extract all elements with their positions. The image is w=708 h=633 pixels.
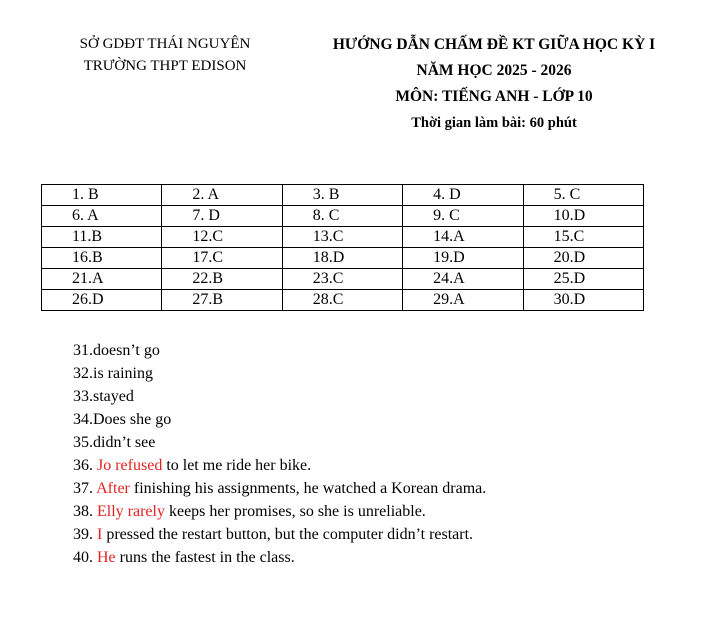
answer-text: finishing his assignments, he watched a Korean drama. (129, 480, 487, 497)
answer-key-table (41, 184, 644, 311)
written-answers (73, 339, 486, 569)
highlighted-text: Jo refused (97, 457, 163, 474)
answer-cell: 2. A (162, 185, 282, 206)
document-title: HƯỚNG DẪN CHẤM ĐỀ KT GIỮA HỌC KỲ I (332, 36, 656, 53)
highlighted-text: He (97, 549, 116, 566)
table-row (42, 248, 644, 269)
answer-number: 32. (73, 365, 93, 382)
answer-cell: 12.C (162, 227, 282, 248)
table-row (42, 206, 644, 227)
answer-line-34 (73, 408, 486, 431)
answer-cell: 16.B (42, 248, 162, 269)
answer-cell: 3. B (282, 185, 402, 206)
answer-cell: 9. C (403, 206, 523, 227)
answer-cell: 15.C (523, 227, 643, 248)
school-name: TRƯỜNG THPT EDISON (83, 58, 247, 74)
highlighted-text: I (97, 526, 103, 543)
answer-number: 31. (73, 342, 93, 359)
answer-number: 35. (73, 434, 93, 451)
answer-number: 33. (73, 388, 93, 405)
answer-cell: 27.B (162, 290, 282, 311)
answer-cell: 11.B (42, 227, 162, 248)
answer-cell: 20.D (523, 248, 643, 269)
table-row (42, 227, 644, 248)
answer-number: 39. (73, 526, 97, 543)
answer-cell: 13.C (282, 227, 402, 248)
subject-grade: MÔN: TIẾNG ANH - LỚP 10 (395, 88, 593, 105)
answer-line-37 (73, 477, 486, 500)
answer-cell: 30.D (523, 290, 643, 311)
answer-cell: 25.D (523, 269, 643, 290)
answer-cell: 28.C (282, 290, 402, 311)
answer-cell: 24.A (403, 269, 523, 290)
exam-header (298, 32, 690, 136)
answer-text: stayed (93, 388, 134, 405)
school-year: NĂM HỌC 2025 - 2026 (416, 62, 572, 79)
highlighted-text: After (96, 480, 130, 497)
answer-line-33 (73, 385, 486, 408)
table-row (42, 269, 644, 290)
answer-cell: 18.D (282, 248, 402, 269)
answer-text: pressed the restart button, but the computer didn’t restart. (102, 526, 474, 543)
department-name: SỞ GDĐT THÁI NGUYÊN (79, 36, 251, 52)
answer-cell: 1. B (42, 185, 162, 206)
answer-cell: 21.A (42, 269, 162, 290)
answer-line-38 (73, 500, 486, 523)
answer-text: Does she go (93, 411, 172, 428)
answer-cell: 5. C (523, 185, 643, 206)
exam-duration: Thời gian làm bài: 60 phút (411, 115, 577, 131)
answer-text: doesn’t go (93, 342, 160, 359)
answer-cell: 6. A (42, 206, 162, 227)
answer-cell: 10.D (523, 206, 643, 227)
answer-line-40 (73, 546, 486, 569)
answer-text: runs the fastest in the class. (115, 549, 295, 566)
answer-line-36 (73, 454, 486, 477)
answer-number: 34. (73, 411, 93, 428)
answer-line-39 (73, 523, 486, 546)
answer-cell: 7. D (162, 206, 282, 227)
answer-text: is raining (93, 365, 153, 382)
answer-cell: 14.A (403, 227, 523, 248)
answer-text: didn’t see (93, 434, 156, 451)
answer-cell: 29.A (403, 290, 523, 311)
answer-cell: 17.C (162, 248, 282, 269)
table-row (42, 185, 644, 206)
answer-text: keeps her promises, so she is unreliable. (164, 503, 426, 520)
highlighted-text: Elly rarely (97, 503, 165, 520)
answer-number: 36. (73, 457, 97, 474)
answer-cell: 23.C (282, 269, 402, 290)
table-row (42, 290, 644, 311)
answer-number: 38. (73, 503, 97, 520)
answer-cell: 19.D (403, 248, 523, 269)
answer-cell: 26.D (42, 290, 162, 311)
answer-text: to let me ride her bike. (162, 457, 312, 474)
answer-number: 40. (73, 549, 97, 566)
answer-number: 37. (73, 480, 97, 497)
answer-cell: 22.B (162, 269, 282, 290)
answer-cell: 4. D (403, 185, 523, 206)
school-header (40, 33, 290, 77)
answer-cell: 8. C (282, 206, 402, 227)
answer-line-35 (73, 431, 486, 454)
answer-line-32 (73, 362, 486, 385)
answer-line-31 (73, 339, 486, 362)
